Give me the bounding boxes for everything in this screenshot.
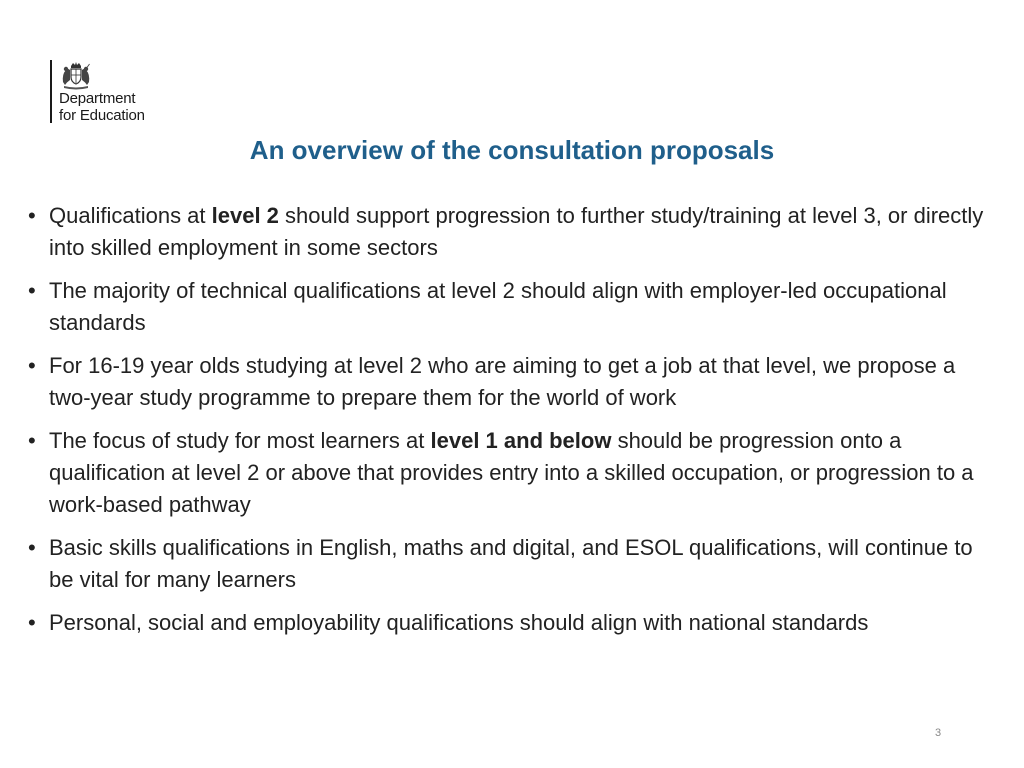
list-item-text-continued: should be progression onto a qualification at level 2 or above that provides entry into a skilled occupation, or progression to a work-based pathway — [49, 428, 974, 517]
organisation-name — [59, 90, 145, 124]
list-item-text: The focus of study for most learners at — [49, 428, 431, 453]
proposal-list — [28, 200, 998, 650]
bullet-glyph: • — [28, 353, 36, 378]
list-item-emphasis: level 2 — [211, 203, 279, 228]
slide-title: An overview of the consultation proposals — [249, 135, 775, 165]
list-item — [28, 425, 998, 521]
bullet-glyph: • — [28, 535, 36, 560]
list-item-text: Personal, social and employability qualifications should align with national standards — [49, 610, 869, 635]
organisation-name-line2: for Education — [59, 107, 145, 124]
bullet-glyph: • — [28, 203, 36, 228]
list-item-text: Qualifications at — [49, 203, 212, 228]
list-item-text: The majority of technical qualifications at level 2 should align with employer-led occupational standards — [49, 278, 947, 335]
bullet-glyph: • — [28, 428, 36, 453]
list-item — [28, 275, 998, 339]
organisation-name-line1: Department — [59, 90, 136, 107]
logo-divider — [50, 60, 52, 123]
page-number: 3 — [934, 727, 942, 739]
bullet-glyph: • — [28, 278, 36, 303]
bullet-glyph: • — [28, 610, 36, 635]
list-item — [28, 532, 998, 596]
list-item — [28, 350, 998, 414]
royal-coat-of-arms-icon — [58, 60, 94, 90]
list-item-text: Basic skills qualifications in English, maths and digital, and ESOL qualifications, will continue to be vital for many learners — [49, 535, 973, 592]
department-logo — [50, 60, 180, 126]
list-item — [28, 200, 998, 264]
list-item — [28, 607, 998, 639]
list-item-text: For 16-19 year olds studying at level 2 who are aiming to get a job at that level, we propose a two-year study programme to prepare them for the world of work — [49, 353, 956, 410]
list-item-emphasis: level 1 and below — [430, 428, 612, 453]
list-item-text-continued: should support progression to further study/training at level 3, or directly into skilled employment in some sectors — [49, 203, 984, 260]
